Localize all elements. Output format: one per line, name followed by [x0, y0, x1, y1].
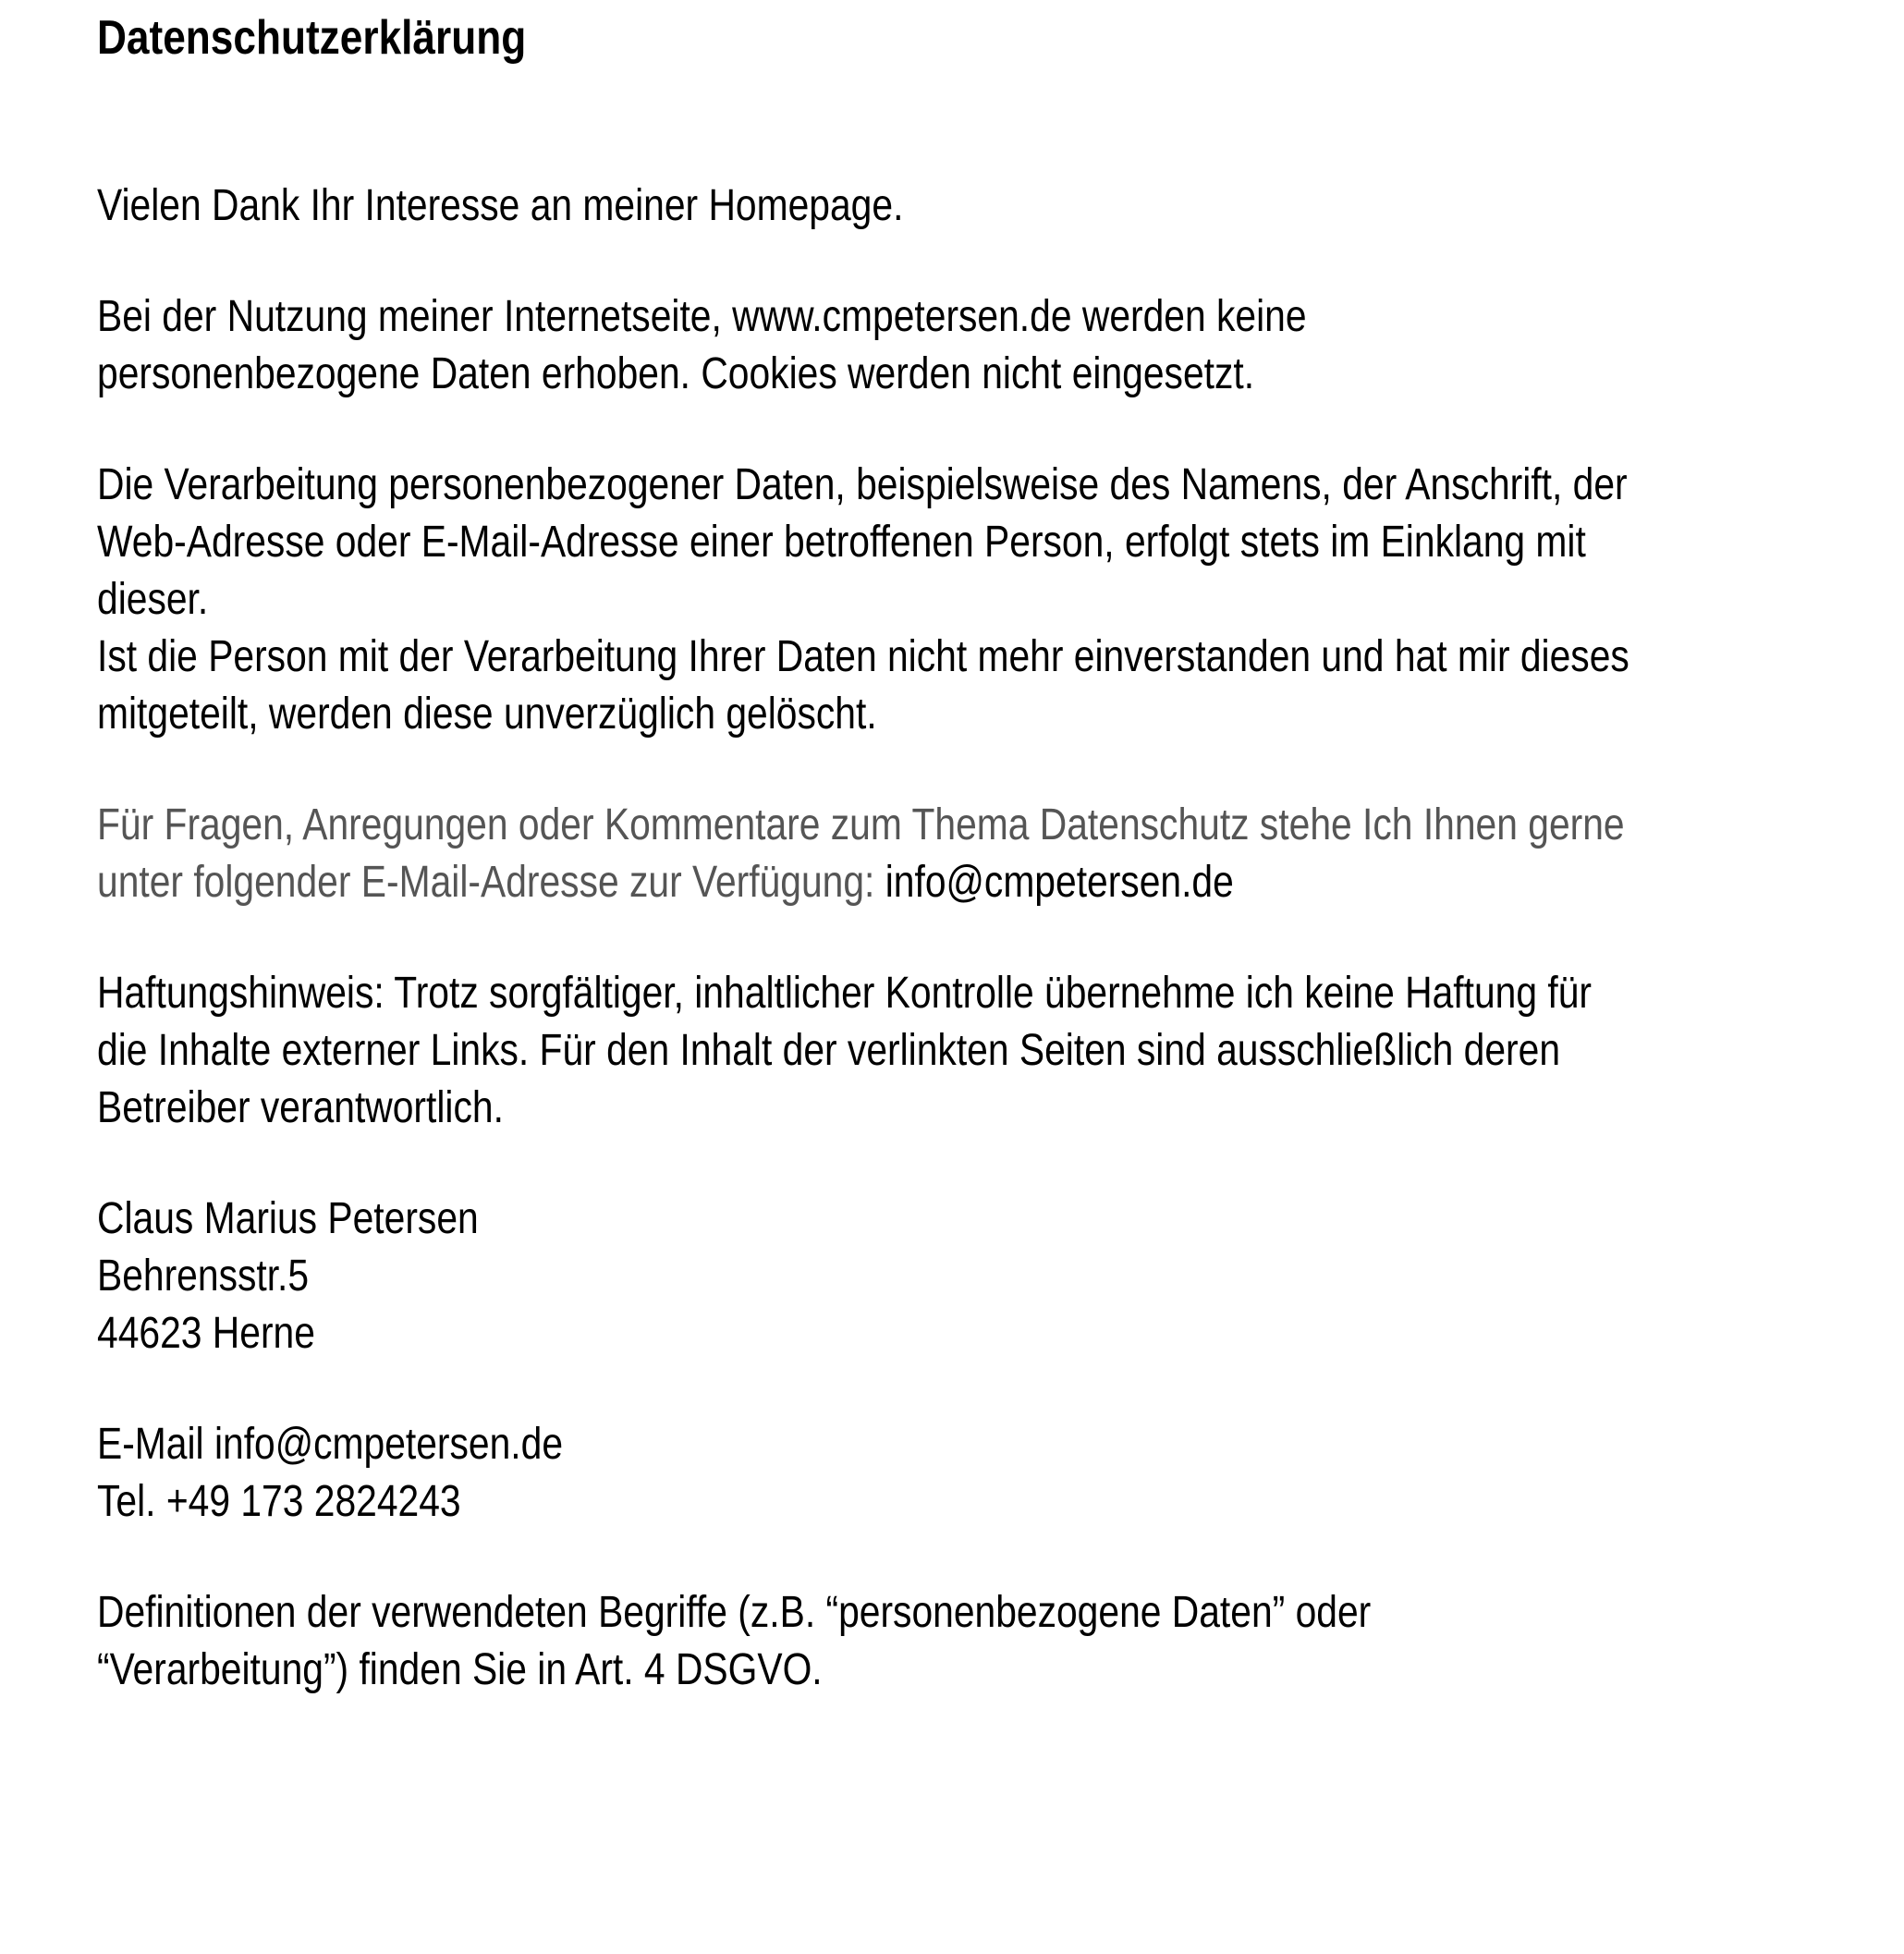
text-line: “Verarbeitung”) finden Sie in Art. 4 DSGVO. [97, 1645, 823, 1694]
text-line: Web-Adresse oder E-Mail-Adresse einer betroffenen Person, erfolgt stets im Einklang mit [97, 518, 1586, 567]
text-line: personenbezogene Daten erhoben. Cookies werden nicht eingesetzt. [97, 349, 1255, 398]
contact-city: 44623 Herne [97, 1309, 315, 1358]
text-line: Für Fragen, Anregungen oder Kommentare zum Thema Datenschutz stehe Ich Ihnen gerne [97, 800, 1625, 849]
text-line: Bei der Nutzung meiner Internetseite, www.cmpetersen.de werden keine [97, 292, 1307, 341]
document-body [97, 9, 1888, 1699]
address-block [97, 1191, 1888, 1362]
paragraph-usage [97, 288, 1888, 403]
paragraph-liability [97, 965, 1888, 1137]
text-line: Definitionen der verwendeten Begriffe (z.B. “personenbezogene Daten” oder [97, 1588, 1372, 1637]
text-line: Haftungshinweis: Trotz sorgfältiger, inhaltlicher Kontrolle übernehme ich keine Haftung für [97, 969, 1593, 1018]
text-line: mitgeteilt, werden diese unverzüglich gelöscht. [97, 690, 877, 739]
text-line: Ist die Person mit der Verarbeitung Ihrer Daten nicht mehr einverstanden und hat mir dieses [97, 632, 1629, 681]
text-line: Vielen Dank Ihr Interesse an meiner Homepage. [97, 181, 904, 230]
contact-phone-line: Tel. +49 173 2824243 [97, 1477, 461, 1526]
text-line: dieser. [97, 575, 209, 624]
page-title: Datenschutzerklärung [97, 11, 527, 65]
text-line: Die Verarbeitung personenbezogener Daten, beispielsweise des Namens, der Anschrift, der [97, 460, 1628, 509]
contact-name: Claus Marius Petersen [97, 1194, 479, 1243]
contact-email-line: E-Mail info@cmpetersen.de [97, 1420, 564, 1469]
paragraph-definitions [97, 1584, 1888, 1699]
contact-details-block [97, 1416, 1888, 1531]
paragraph-thanks [97, 177, 1888, 235]
text-segment: unter folgender E-Mail-Adresse zur Verfügung: [97, 858, 885, 907]
contact-street: Behrensstr.5 [97, 1252, 310, 1301]
email-address: info@cmpetersen.de [885, 858, 1234, 907]
paragraph-processing [97, 457, 1888, 743]
text-line: Betreiber verantwortlich. [97, 1083, 504, 1132]
text-line: die Inhalte externer Links. Für den Inhalt der verlinkten Seiten sind ausschließlich deren [97, 1026, 1561, 1075]
text-line [97, 854, 1888, 911]
paragraph-privacy-contact [97, 797, 1888, 911]
